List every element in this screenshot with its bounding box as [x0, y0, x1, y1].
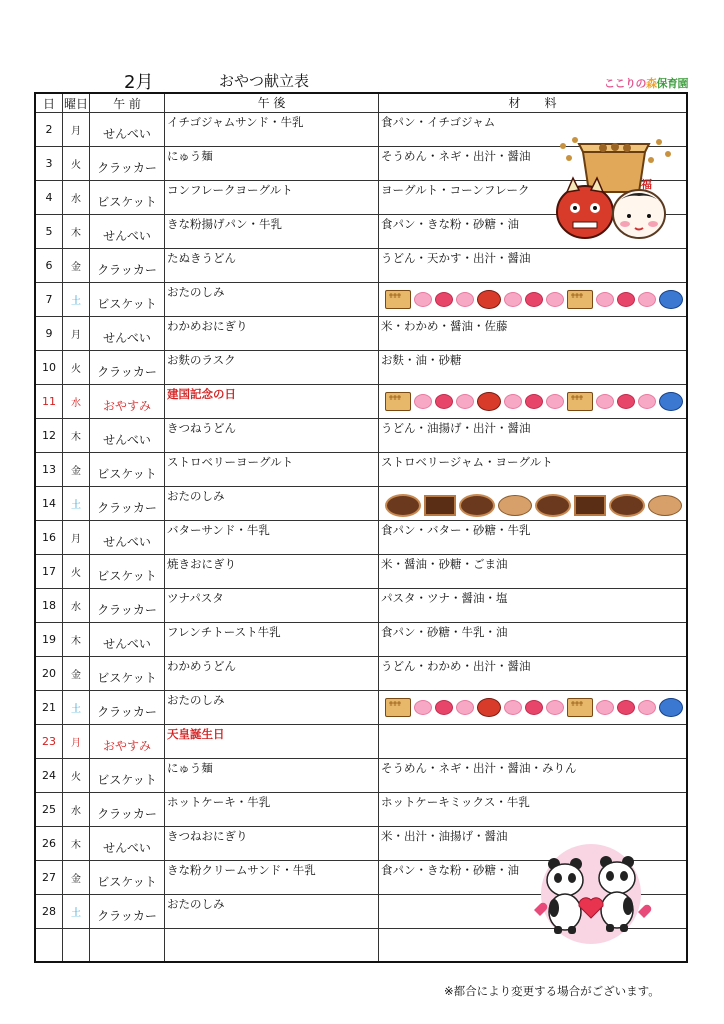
ingredients-cell: 食パン・イチゴジャム	[379, 113, 688, 147]
header-ingredients: 材 料	[379, 93, 688, 113]
pm-snack-cell: きな粉揚げパン・牛乳	[165, 215, 379, 249]
am-snack-cell: クラッカー	[90, 793, 165, 827]
weekday-cell: 火	[63, 759, 90, 793]
day-cell: 26	[35, 827, 63, 861]
plum-blossom-icon	[596, 394, 614, 409]
plum-blossom-icon	[414, 700, 432, 715]
header-day: 日	[35, 93, 63, 113]
nursery-logo: ここりの森保育園	[604, 77, 688, 90]
day-cell: 10	[35, 351, 63, 385]
pm-snack-cell: おたのしみ	[165, 691, 379, 725]
plum-blossom-icon	[546, 394, 564, 409]
weekday-cell: 土	[63, 895, 90, 929]
oni-icon	[477, 290, 501, 309]
am-snack-cell: おやすみ	[90, 385, 165, 419]
pm-snack-cell: 天皇誕生日	[165, 725, 379, 759]
plum-blossom-icon	[525, 700, 543, 715]
day-cell: 5	[35, 215, 63, 249]
ingredients-cell: ホットケーキミックス・牛乳	[379, 793, 688, 827]
ingredients-cell: 米・醤油・砂糖・ごま油	[379, 555, 688, 589]
day-cell: 28	[35, 895, 63, 929]
am-snack-cell: クラッカー	[90, 351, 165, 385]
table-row	[35, 283, 687, 317]
bean-box-icon	[385, 698, 411, 717]
plum-blossom-icon	[617, 394, 635, 409]
weekday-cell: 月	[63, 725, 90, 759]
pm-snack-cell: 建国記念の日	[165, 385, 379, 419]
pm-snack-cell: にゅう麺	[165, 147, 379, 181]
plum-blossom-icon	[638, 700, 656, 715]
table-row	[35, 555, 687, 589]
chocolate-icon	[385, 494, 421, 517]
day-cell: 19	[35, 623, 63, 657]
ingredients-cell: ストロベリージャム・ヨーグルト	[379, 453, 688, 487]
pm-snack-cell: きつねおにぎり	[165, 827, 379, 861]
day-cell: 2	[35, 113, 63, 147]
am-snack-cell: クラッカー	[90, 895, 165, 929]
weekday-cell: 木	[63, 215, 90, 249]
weekday-cell: 水	[63, 793, 90, 827]
weekday-cell: 水	[63, 385, 90, 419]
table-row	[35, 725, 687, 759]
am-snack-cell: ビスケット	[90, 283, 165, 317]
am-snack-cell: せんべい	[90, 317, 165, 351]
pm-snack-cell: コンフレークヨーグルト	[165, 181, 379, 215]
plum-blossom-icon	[504, 700, 522, 715]
table-row	[35, 623, 687, 657]
am-snack-cell: せんべい	[90, 419, 165, 453]
table-row	[35, 419, 687, 453]
am-snack-cell: せんべい	[90, 827, 165, 861]
svg-text:福: 福	[641, 178, 652, 191]
am-snack-cell: せんべい	[90, 521, 165, 555]
plum-blossom-icon	[456, 700, 474, 715]
pm-snack-cell: たぬきうどん	[165, 249, 379, 283]
ingredients-cell: 食パン・砂糖・牛乳・油	[379, 623, 688, 657]
plum-blossom-icon	[504, 292, 522, 307]
plum-blossom-icon	[638, 394, 656, 409]
pm-snack-cell: ストロベリーヨーグルト	[165, 453, 379, 487]
day-cell: 23	[35, 725, 63, 759]
plum-blossom-icon	[617, 700, 635, 715]
day-cell: 18	[35, 589, 63, 623]
pm-snack-cell: イチゴジャムサンド・牛乳	[165, 113, 379, 147]
month-label: 2月	[124, 72, 154, 93]
table-row	[35, 453, 687, 487]
table-row	[35, 487, 687, 521]
ingredients-cell	[379, 487, 688, 521]
table-row	[35, 351, 687, 385]
weekday-cell: 金	[63, 453, 90, 487]
weekday-cell: 火	[63, 351, 90, 385]
weekday-cell: 水	[63, 181, 90, 215]
table-row	[35, 657, 687, 691]
am-snack-cell: せんべい	[90, 113, 165, 147]
ingredients-cell: 米・出汁・油揚げ・醤油	[379, 827, 688, 861]
pm-snack-cell: ホットケーキ・牛乳	[165, 793, 379, 827]
plum-blossom-icon	[435, 700, 453, 715]
day-cell: 17	[35, 555, 63, 589]
day-cell: 13	[35, 453, 63, 487]
ingredients-cell	[379, 283, 688, 317]
ingredients-cell: ヨーグルト・コーンフレーク	[379, 181, 688, 215]
ingredients-cell	[379, 725, 688, 759]
ingredients-cell	[379, 691, 688, 725]
weekday-cell: 水	[63, 589, 90, 623]
pm-snack-cell: おたのしみ	[165, 487, 379, 521]
day-cell: 20	[35, 657, 63, 691]
table-row	[35, 759, 687, 793]
plum-blossom-icon	[456, 292, 474, 307]
bean-box-icon	[567, 698, 593, 717]
setsubun-illustration	[553, 134, 677, 242]
day-cell: 27	[35, 861, 63, 895]
pm-snack-cell: おたのしみ	[165, 895, 379, 929]
pm-snack-cell: わかめうどん	[165, 657, 379, 691]
day-cell: 9	[35, 317, 63, 351]
plum-blossom-icon	[546, 292, 564, 307]
chocolate-icon	[609, 494, 645, 517]
ingredients-cell: 食パン・バター・砂糖・牛乳	[379, 521, 688, 555]
oni-icon	[659, 392, 683, 411]
day-cell: 24	[35, 759, 63, 793]
oni-icon	[659, 698, 683, 717]
weekday-cell: 土	[63, 691, 90, 725]
table-row	[35, 385, 687, 419]
table-row	[35, 589, 687, 623]
setsubun-decoration	[379, 386, 686, 411]
plum-blossom-icon	[617, 292, 635, 307]
header-am: 午 前	[90, 93, 165, 113]
weekday-cell: 月	[63, 317, 90, 351]
header-dow: 曜日	[63, 93, 90, 113]
weekday-cell: 月	[63, 113, 90, 147]
panda-valentine-illustration	[528, 842, 654, 946]
am-snack-cell: ビスケット	[90, 759, 165, 793]
weekday-cell: 金	[63, 657, 90, 691]
am-snack-cell: ビスケット	[90, 861, 165, 895]
page-title: おやつ献立表	[219, 72, 310, 90]
am-snack-cell: せんべい	[90, 623, 165, 657]
ingredients-cell: そうめん・ネギ・出汁・醤油	[379, 147, 688, 181]
am-snack-cell: クラッカー	[90, 147, 165, 181]
weekday-cell: 月	[63, 521, 90, 555]
weekday-cell: 木	[63, 623, 90, 657]
weekday-cell: 土	[63, 487, 90, 521]
am-snack-cell: せんべい	[90, 215, 165, 249]
am-snack-cell: ビスケット	[90, 453, 165, 487]
am-snack-cell: クラッカー	[90, 487, 165, 521]
ingredients-cell: うどん・油揚げ・出汁・醤油	[379, 419, 688, 453]
chocolate-icon	[535, 494, 571, 517]
weekday-cell: 火	[63, 555, 90, 589]
pm-snack-cell: きな粉クリームサンド・牛乳	[165, 861, 379, 895]
ingredients-cell: 食パン・きな粉・砂糖・油	[379, 215, 688, 249]
heart-chocolate-icon	[648, 495, 682, 516]
day-cell: 6	[35, 249, 63, 283]
am-snack-cell: ビスケット	[90, 657, 165, 691]
pm-snack-cell: にゅう麺	[165, 759, 379, 793]
ingredients-cell	[379, 385, 688, 419]
chocolate-icon	[459, 494, 495, 517]
header-pm: 午 後	[165, 93, 379, 113]
day-cell: 7	[35, 283, 63, 317]
pm-snack-cell: ツナパスタ	[165, 589, 379, 623]
chocolate-icon	[424, 495, 456, 516]
weekday-cell: 木	[63, 419, 90, 453]
weekday-cell: 土	[63, 283, 90, 317]
bean-box-icon	[385, 392, 411, 411]
am-snack-cell: クラッカー	[90, 589, 165, 623]
table-row	[35, 691, 687, 725]
pm-snack-cell: わかめおにぎり	[165, 317, 379, 351]
plum-blossom-icon	[525, 292, 543, 307]
pm-snack-cell: バターサンド・牛乳	[165, 521, 379, 555]
ingredients-cell: 食パン・きな粉・砂糖・油	[379, 861, 688, 895]
day-cell: 3	[35, 147, 63, 181]
day-cell: 12	[35, 419, 63, 453]
ingredients-cell: パスタ・ツナ・醤油・塩	[379, 589, 688, 623]
pm-snack-cell: きつねうどん	[165, 419, 379, 453]
pm-snack-cell: フレンチトースト牛乳	[165, 623, 379, 657]
oni-icon	[659, 290, 683, 309]
ingredients-cell: お麩・油・砂糖	[379, 351, 688, 385]
plum-blossom-icon	[546, 700, 564, 715]
ingredients-cell: うどん・わかめ・出汁・醤油	[379, 657, 688, 691]
am-snack-cell: おやすみ	[90, 725, 165, 759]
table-row	[35, 521, 687, 555]
table-row	[35, 793, 687, 827]
weekday-cell: 金	[63, 861, 90, 895]
plum-blossom-icon	[596, 700, 614, 715]
plum-blossom-icon	[596, 292, 614, 307]
plum-blossom-icon	[435, 394, 453, 409]
table-header-row	[35, 93, 687, 113]
day-cell: 21	[35, 691, 63, 725]
heart-chocolate-icon	[498, 495, 532, 516]
day-cell: 14	[35, 487, 63, 521]
day-cell: 11	[35, 385, 63, 419]
oni-icon	[477, 392, 501, 411]
plum-blossom-icon	[638, 292, 656, 307]
ingredients-cell: 米・わかめ・醤油・佐藤	[379, 317, 688, 351]
chocolate-decoration	[379, 488, 686, 517]
weekday-cell: 金	[63, 249, 90, 283]
bean-box-icon	[385, 290, 411, 309]
table-row	[35, 249, 687, 283]
footer-note: ※都合により変更する場合がございます。	[444, 984, 660, 998]
chocolate-icon	[574, 495, 606, 516]
setsubun-decoration	[379, 692, 686, 717]
plum-blossom-icon	[504, 394, 522, 409]
bean-box-icon	[567, 392, 593, 411]
am-snack-cell: ビスケット	[90, 181, 165, 215]
plum-blossom-icon	[414, 394, 432, 409]
day-cell: 4	[35, 181, 63, 215]
weekday-cell: 木	[63, 827, 90, 861]
am-snack-cell: クラッカー	[90, 249, 165, 283]
ingredients-cell: うどん・天かす・出汁・醤油	[379, 249, 688, 283]
day-cell: 16	[35, 521, 63, 555]
table-row	[35, 317, 687, 351]
pm-snack-cell: お麩のラスク	[165, 351, 379, 385]
plum-blossom-icon	[456, 394, 474, 409]
day-cell: 25	[35, 793, 63, 827]
plum-blossom-icon	[525, 394, 543, 409]
ingredients-cell: そうめん・ネギ・出汁・醤油・みりん	[379, 759, 688, 793]
plum-blossom-icon	[435, 292, 453, 307]
setsubun-decoration	[379, 284, 686, 309]
am-snack-cell: ビスケット	[90, 555, 165, 589]
am-snack-cell: クラッカー	[90, 691, 165, 725]
pm-snack-cell: 焼きおにぎり	[165, 555, 379, 589]
pm-snack-cell: おたのしみ	[165, 283, 379, 317]
bean-box-icon	[567, 290, 593, 309]
weekday-cell: 火	[63, 147, 90, 181]
oni-icon	[477, 698, 501, 717]
plum-blossom-icon	[414, 292, 432, 307]
